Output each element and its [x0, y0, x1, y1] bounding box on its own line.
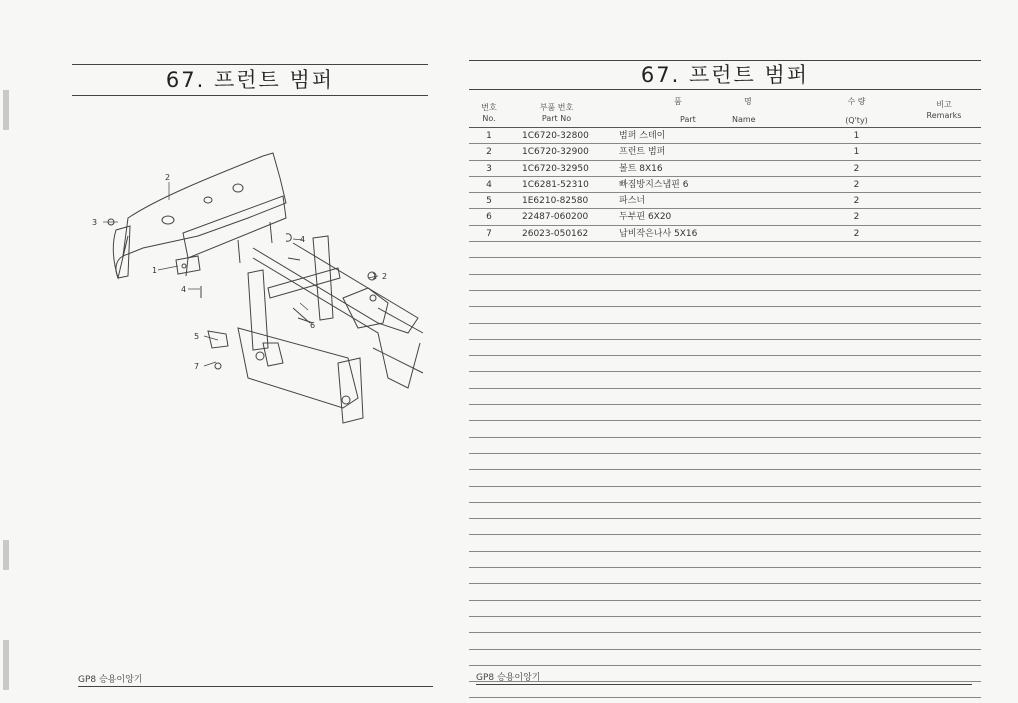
page-footer: GP8 승용이앙기 — [476, 670, 972, 685]
callout-3: 3 — [92, 218, 98, 227]
bumper-stay-drawing — [176, 196, 286, 276]
table-row — [469, 128, 981, 144]
page-title: 67. 프런트 범퍼 — [165, 68, 335, 92]
table-row — [469, 568, 981, 584]
table-row — [469, 487, 981, 503]
row-part-name: 두부핀 6X20 — [619, 212, 672, 223]
row-part-number: 26023-050162 — [522, 228, 589, 239]
row-part-number: 1C6720-32900 — [522, 147, 589, 158]
front-bumper-drawing — [113, 153, 286, 278]
header-remarks-kr: 비고 — [936, 100, 952, 109]
header-part-name-en-2: Name — [732, 115, 756, 124]
table-row — [469, 389, 981, 405]
row-number: 5 — [486, 196, 492, 207]
header-no-kr: 번호 — [481, 103, 497, 112]
row-number: 1 — [486, 131, 492, 141]
binding-mark — [3, 90, 9, 130]
row-part-number: 1C6281-52310 — [522, 179, 589, 190]
page-title: 67. 프런트 범퍼 — [640, 63, 810, 87]
row-part-name: 빠짐방지스냅핀 6 — [619, 179, 689, 190]
header-remarks — [909, 99, 979, 121]
parts-table-body — [469, 128, 981, 698]
table-row — [469, 340, 981, 356]
table-row — [469, 633, 981, 649]
row-part-number: 1C6720-32800 — [522, 131, 589, 141]
table-row — [469, 291, 981, 307]
table-row — [469, 503, 981, 519]
callout-1: 1 — [152, 266, 158, 275]
row-number: 7 — [486, 228, 492, 239]
table-row — [469, 405, 981, 421]
page-title-box — [469, 60, 981, 90]
table-row — [469, 144, 981, 160]
binding-mark — [3, 640, 9, 690]
page-title-box — [72, 64, 428, 96]
binding-mark — [3, 540, 9, 570]
callout-ref-2: 2 — [382, 272, 388, 281]
header-part-no-en: Part No — [541, 114, 572, 123]
table-row — [469, 324, 981, 340]
header-part-name-en-1: Part — [680, 115, 696, 124]
table-row — [469, 552, 981, 568]
table-row — [469, 421, 981, 437]
header-part-name-kr-1: 품 — [674, 97, 682, 106]
table-row — [469, 601, 981, 617]
page-footer: GP8 승용이앙기 — [78, 672, 433, 687]
row-part-name: 납비작은나사 5X16 — [619, 228, 698, 239]
callout-6: 6 — [310, 321, 316, 330]
table-row — [469, 454, 981, 470]
table-row — [469, 275, 981, 291]
row-quantity: 1 — [853, 131, 860, 141]
table-row — [469, 519, 981, 535]
table-row — [469, 193, 981, 209]
table-row — [469, 356, 981, 372]
table-row — [469, 438, 981, 454]
header-remarks-en: Remarks — [926, 111, 962, 120]
header-no — [469, 102, 509, 124]
header-part-name-kr-2: 명 — [744, 97, 752, 106]
left-page — [0, 0, 455, 703]
row-part-name: 볼트 8X16 — [619, 163, 663, 174]
exploded-parts-diagram — [88, 148, 428, 433]
callout-ref-1: 1 — [372, 272, 378, 281]
row-number: 6 — [486, 212, 492, 223]
table-row — [469, 470, 981, 486]
row-quantity: 2 — [853, 163, 860, 174]
row-part-number: 1C6720-32950 — [522, 163, 589, 174]
row-part-name: 프런트 범퍼 — [619, 147, 666, 158]
callout-7: 7 — [194, 362, 200, 371]
right-page — [455, 0, 1018, 703]
row-part-number: 1E6210-82580 — [522, 196, 589, 207]
table-row — [469, 242, 981, 258]
row-quantity: 2 — [853, 212, 860, 223]
row-quantity: 2 — [853, 196, 860, 207]
row-part-name: 범퍼 스테이 — [619, 131, 666, 141]
row-quantity: 2 — [853, 228, 860, 239]
callout-4: 4 — [181, 285, 187, 294]
row-number: 2 — [486, 147, 492, 158]
table-row — [469, 617, 981, 633]
header-part-no — [519, 102, 594, 124]
header-qty-en: (Q'ty) — [845, 116, 868, 125]
row-quantity: 2 — [853, 179, 860, 190]
table-row — [469, 177, 981, 193]
header-no-en: No. — [482, 114, 496, 123]
row-quantity: 1 — [853, 147, 860, 158]
row-number: 3 — [486, 163, 492, 174]
table-row — [469, 650, 981, 666]
row-number: 4 — [486, 179, 492, 190]
table-row — [469, 226, 981, 242]
parts-table-header — [469, 90, 981, 128]
table-row — [469, 372, 981, 388]
callout-5: 5 — [194, 332, 200, 341]
table-row — [469, 258, 981, 274]
table-row — [469, 209, 981, 225]
table-row — [469, 307, 981, 323]
table-row — [469, 161, 981, 177]
callout-2: 2 — [165, 173, 171, 182]
row-part-number: 22487-060200 — [522, 212, 589, 223]
header-qty-kr: 수 량 — [847, 97, 866, 106]
table-row — [469, 535, 981, 551]
frame-drawing — [238, 236, 423, 423]
callout-4-upper: 4 — [300, 235, 306, 244]
header-part-no-kr: 부품 번호 — [539, 103, 574, 112]
row-part-name: 파스너 — [619, 196, 646, 207]
table-row — [469, 584, 981, 600]
